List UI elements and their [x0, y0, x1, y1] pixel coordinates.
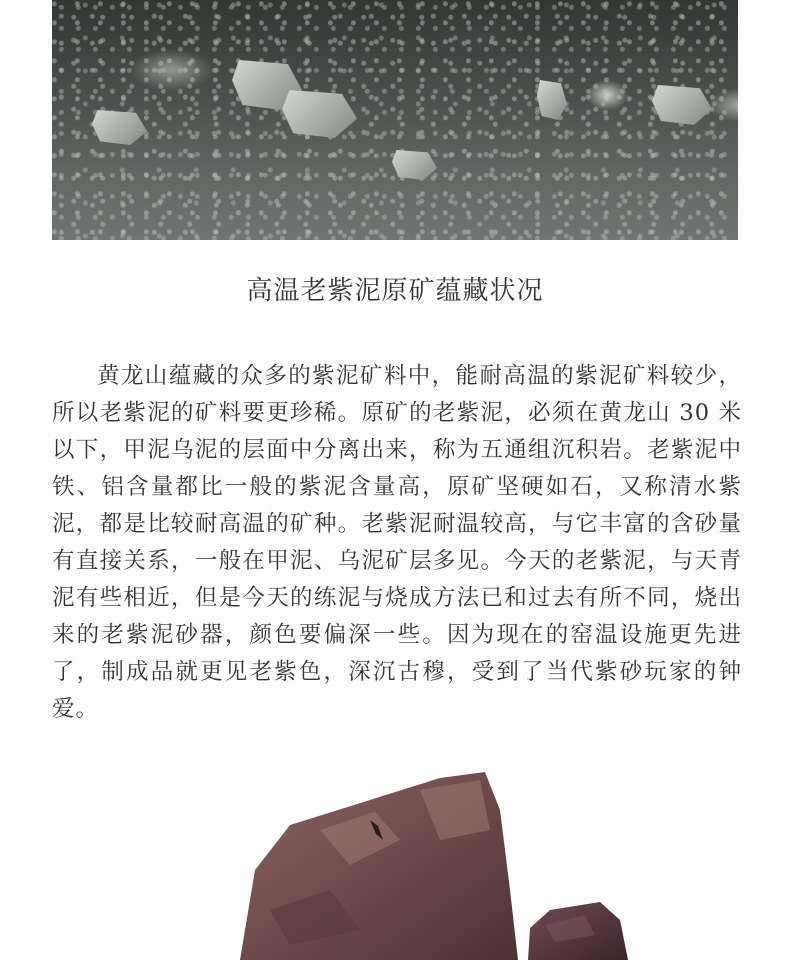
ore-deposit-photo [52, 0, 738, 240]
ore-texture [52, 0, 738, 240]
stone-illustration [200, 770, 640, 960]
zini-stone-photo [200, 770, 640, 960]
body-paragraph: 黄龙山蕴藏的众多的紫泥矿料中，能耐高温的紫泥矿料较少，所以老紫泥的矿料要更珍稀。原矿的老紫泥，必须在黄龙山 30 米以下，甲泥乌泥的层面中分离出来，称为五通组沉积岩。老紫泥中铁、铝含量都比一般的紫泥含量高，原矿坚硬如石，又称清水紫泥，都是比较耐高温的矿种。老紫泥耐温较高，与它丰富的含砂量有直接关系，一般在甲泥、乌泥矿层多见。今天的老紫泥，与天青泥有些相近，但是今天的练泥与烧成方法已和过去有所不同，烧出来的老紫泥砂器，颜色要偏深一些。因为现在的窑温设施更先进了，制成品就更见老紫色，深沉古穆，受到了当代紫砂玩家的钟爱。 [52, 363, 742, 722]
image-caption: 高温老紫泥原矿蕴藏状况 [246, 276, 544, 306]
